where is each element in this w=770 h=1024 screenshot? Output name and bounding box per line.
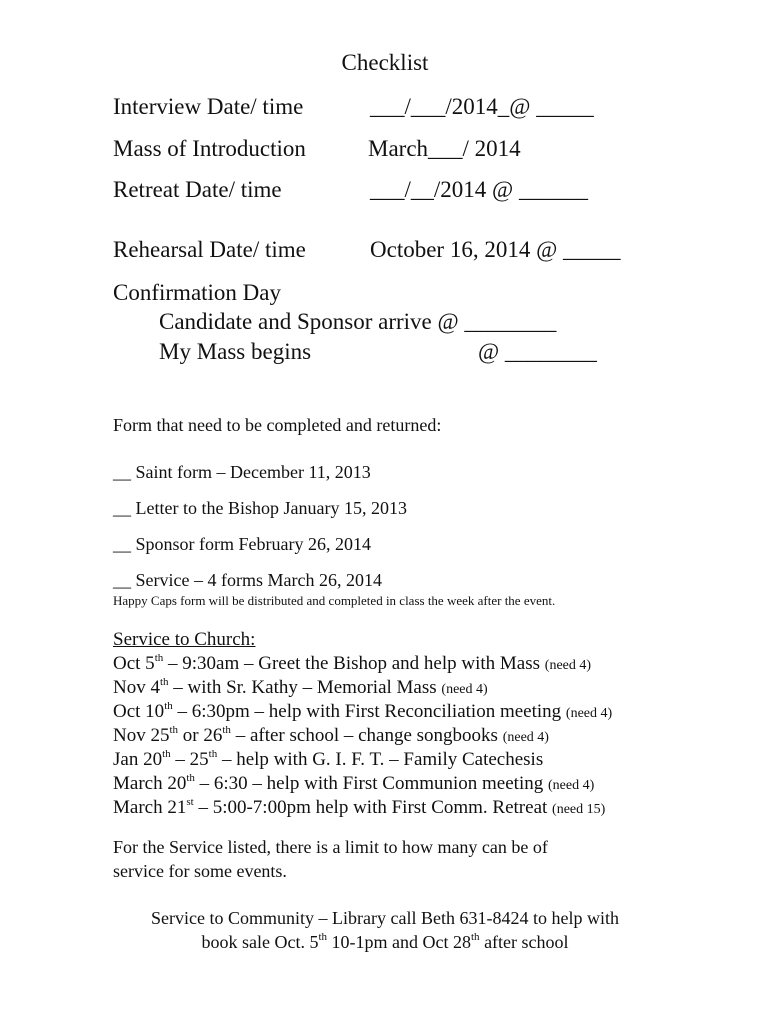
community-line1: Service to Community – Library call Beth 631-8424 to help with: [151, 908, 619, 928]
service-item: March 20th – 6:30 – help with First Communion meeting (need 4): [113, 772, 595, 794]
interview-value: ___/___/2014_@ _____: [370, 94, 594, 119]
service-item: March 21st – 5:00-7:00pm help with First Comm. Retreat (need 15): [113, 796, 606, 818]
rehearsal-value: October 16, 2014 @ _____: [370, 237, 621, 262]
service-church-heading: Service to Church:: [113, 629, 256, 650]
retreat-label: Retreat Date/ time: [113, 177, 282, 202]
community-line2: book sale Oct. 5th 10-1pm and Oct 28th after school: [201, 931, 569, 952]
mass-intro-value: March___/ 2014: [368, 136, 521, 161]
form-item-service: __ Service – 4 forms March 26, 2014: [113, 570, 382, 590]
form-item-saint: __ Saint form – December 11, 2013: [113, 462, 371, 482]
service-item: Oct 10th – 6:30pm – help with First Reconciliation meeting (need 4): [113, 700, 613, 722]
confirmation-heading: Confirmation Day: [113, 280, 281, 305]
happy-caps-note: Happy Caps form will be distributed and completed in class the week after the event.: [113, 593, 556, 608]
page-title: Checklist: [341, 50, 429, 75]
interview-label: Interview Date/ time: [113, 94, 304, 119]
limit-text-line1: For the Service listed, there is a limit to how many can be of: [113, 837, 548, 857]
forms-heading: Form that need to be completed and returned:: [113, 415, 442, 435]
my-mass-value: @ ________: [478, 339, 597, 364]
rehearsal-label: Rehearsal Date/ time: [113, 237, 306, 262]
form-item-bishop-letter: __ Letter to the Bishop January 15, 2013: [113, 498, 407, 518]
candidate-arrive-line: Candidate and Sponsor arrive @ ________: [159, 309, 557, 334]
service-item: Oct 5th – 9:30am – Greet the Bishop and help with Mass (need 4): [113, 652, 592, 674]
mass-intro-label: Mass of Introduction: [113, 136, 306, 161]
service-item: Jan 20th – 25th – help with G. I. F. T. – Family Catechesis: [113, 748, 544, 770]
my-mass-label: My Mass begins: [159, 339, 312, 364]
form-item-sponsor: __ Sponsor form February 26, 2014: [113, 534, 371, 554]
retreat-value: ___/__/2014 @ ______: [370, 177, 588, 202]
limit-text-line2: service for some events.: [113, 861, 287, 881]
service-item: Nov 4th – with Sr. Kathy – Memorial Mass (need 4): [113, 676, 488, 698]
service-item: Nov 25th or 26th – after school – change songbooks (need 4): [113, 724, 549, 746]
